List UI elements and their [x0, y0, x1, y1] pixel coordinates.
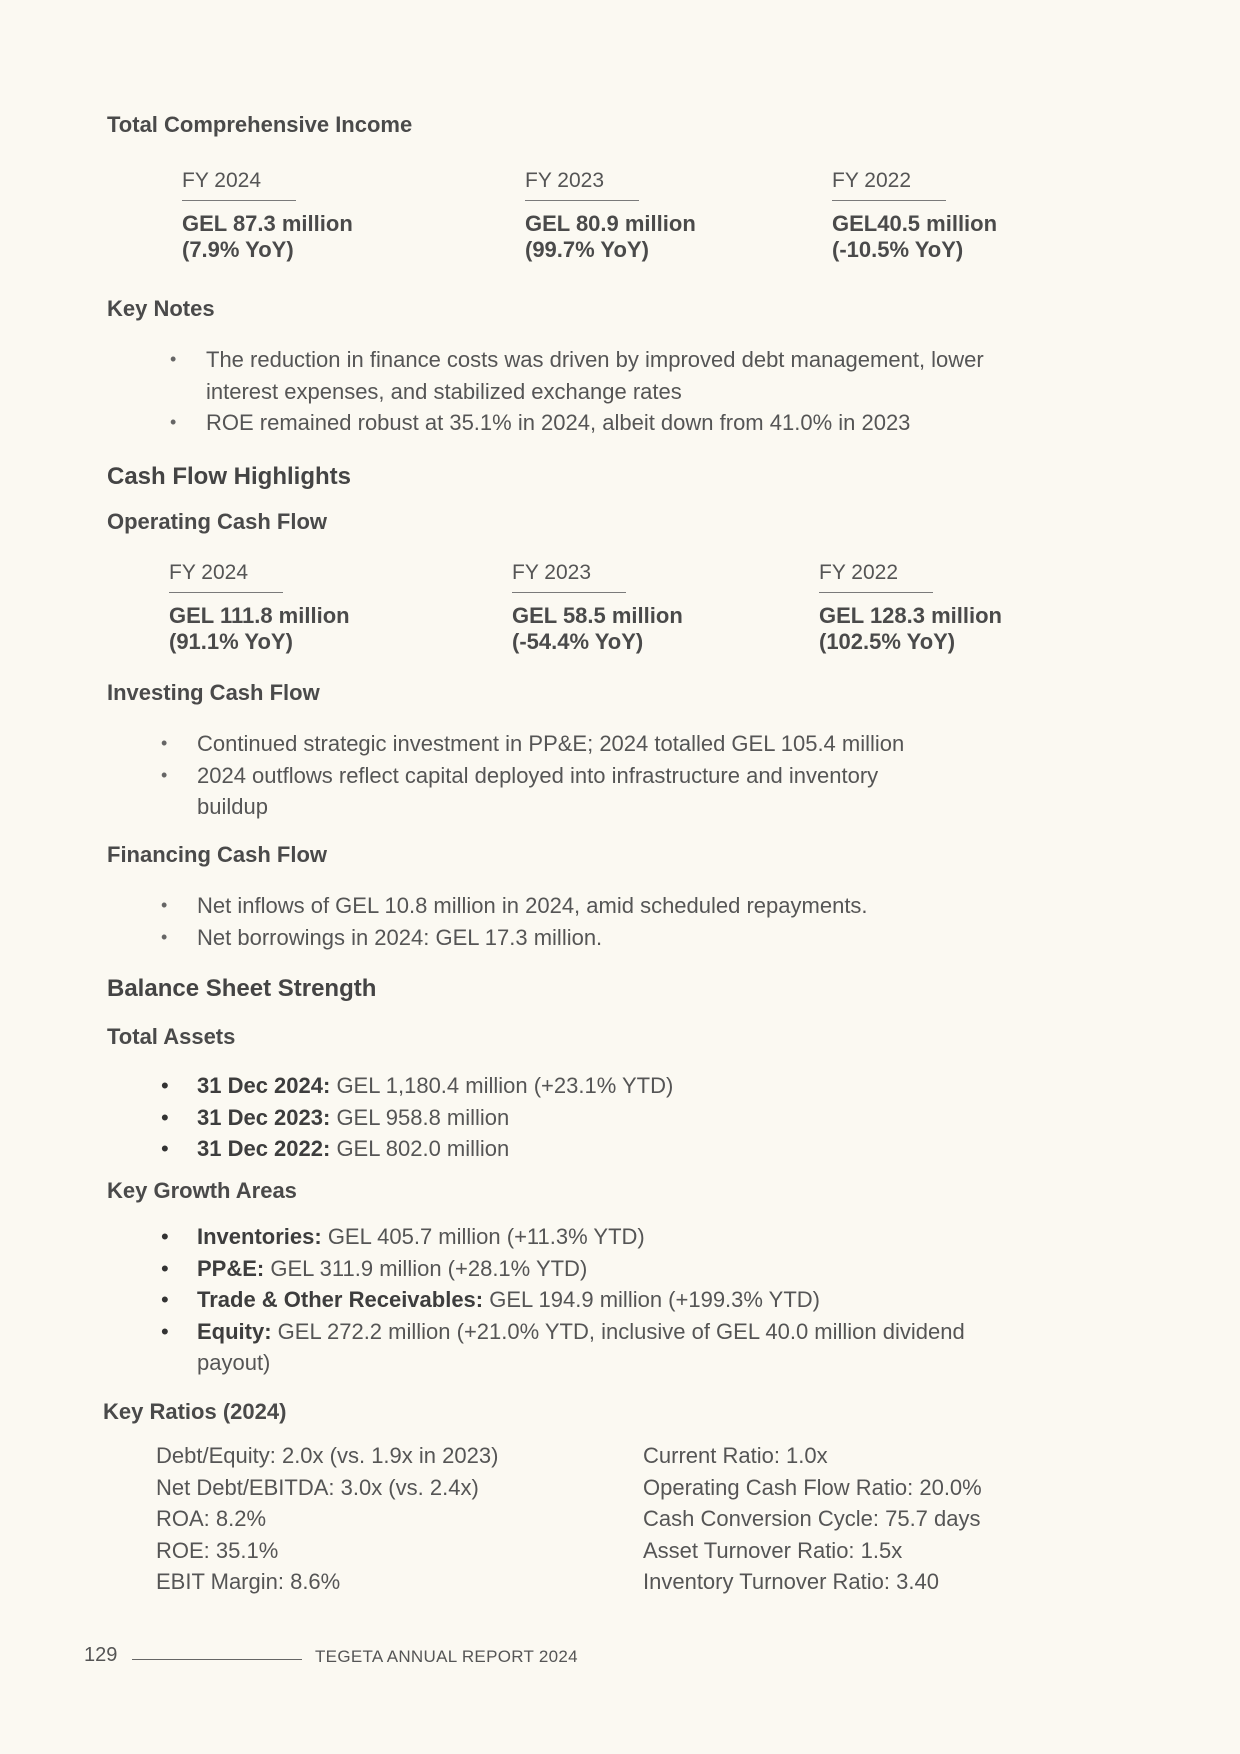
growth-areas-list: [197, 1221, 965, 1379]
ocf-year: FY 2024: [169, 561, 249, 584]
tci-year: FY 2023: [525, 169, 605, 192]
key-notes-heading: Key Notes: [107, 296, 215, 321]
investing-cash-flow-heading: Investing Cash Flow: [107, 680, 320, 705]
ocf-fy2022: [819, 558, 1002, 655]
key-growth-areas-heading: Key Growth Areas: [107, 1178, 297, 1203]
year-rule: [182, 200, 296, 201]
ocf-fy2024: [169, 558, 350, 655]
key-ratios-left: [156, 1440, 498, 1598]
ratio-item: EBIT Margin: 8.6%: [156, 1569, 341, 1594]
list-item: • 31 Dec 2022: GEL 802.0 million: [197, 1133, 673, 1165]
list-item: • Net borrowings in 2024: GEL 17.3 million.: [197, 922, 868, 954]
tci-fy2024: [182, 166, 353, 263]
financing-list: [197, 890, 868, 953]
list-item: • PP&E: GEL 311.9 million (+28.1% YTD): [197, 1253, 965, 1285]
ratio-item: Inventory Turnover Ratio: 3.40: [643, 1569, 939, 1594]
year-rule: [512, 592, 626, 593]
tci-fy2022: [832, 166, 997, 263]
list-item: • ROE remained robust at 35.1% in 2024, albeit down from 41.0% in 2023: [206, 407, 984, 439]
operating-cash-flow-heading: Operating Cash Flow: [107, 509, 328, 534]
year-rule: [525, 200, 639, 201]
tci-value: GEL40.5 million (-10.5% YoY): [832, 211, 998, 262]
list-item: • 2024 outflows reflect capital deployed into infrastructure and inventory buildup: [197, 760, 904, 823]
ratio-item: ROA: 8.2%: [156, 1506, 267, 1531]
ocf-value: GEL 128.3 million (102.5% YoY): [819, 603, 1002, 654]
ocf-year: FY 2022: [819, 561, 899, 584]
year-rule: [832, 200, 946, 201]
report-title: TEGETA ANNUAL REPORT 2024: [315, 1647, 578, 1666]
ratio-item: ROE: 35.1%: [156, 1537, 279, 1563]
ratio-item: Asset Turnover Ratio: 1.5x: [643, 1537, 903, 1563]
ocf-year: FY 2023: [512, 561, 592, 584]
investing-list: [197, 728, 904, 823]
year-rule: [169, 592, 283, 593]
year-rule: [819, 592, 933, 593]
balance-sheet-strength-heading: Balance Sheet Strength: [107, 975, 377, 1002]
list-item: • Net inflows of GEL 10.8 million in 2024, amid scheduled repayments.: [197, 890, 868, 922]
tci-value: GEL 87.3 million (7.9% YoY): [182, 211, 353, 262]
cash-flow-highlights-heading: Cash Flow Highlights: [107, 463, 351, 490]
list-item: • 31 Dec 2024: GEL 1,180.4 million (+23.1% YTD): [197, 1070, 673, 1102]
ratio-item: Cash Conversion Cycle: 75.7 days: [643, 1506, 981, 1531]
financing-cash-flow-heading: Financing Cash Flow: [107, 842, 328, 867]
ratio-item: Debt/Equity: 2.0x (vs. 1.9x in 2023): [156, 1443, 499, 1468]
ocf-value: GEL 111.8 million (91.1% YoY): [169, 603, 350, 654]
total-assets-heading: Total Assets: [107, 1024, 236, 1049]
ocf-fy2023: [512, 558, 683, 655]
tci-fy2023: [525, 166, 696, 263]
list-item: • The reduction in finance costs was driven by improved debt management, lower interest expenses, and stabilized exchange rates: [206, 344, 984, 407]
list-item: • 31 Dec 2023: GEL 958.8 million: [197, 1102, 673, 1134]
list-item: • Equity: GEL 272.2 million (+21.0% YTD, inclusive of GEL 40.0 million dividend payout): [197, 1316, 965, 1379]
key-ratios-right: [643, 1440, 982, 1598]
tci-year: FY 2024: [182, 169, 262, 192]
key-ratios-heading: Key Ratios (2024): [103, 1399, 287, 1424]
footer-divider: [132, 1659, 302, 1660]
list-item: • Inventories: GEL 405.7 million (+11.3% YTD): [197, 1221, 965, 1253]
list-item: • Continued strategic investment in PP&E; 2024 totalled GEL 105.4 million: [197, 728, 904, 760]
ocf-value: GEL 58.5 million (-54.4% YoY): [512, 603, 683, 654]
total-comprehensive-income-heading: Total Comprehensive Income: [107, 112, 413, 137]
tci-value: GEL 80.9 million (99.7% YoY): [525, 211, 696, 262]
total-assets-list: [197, 1070, 673, 1165]
tci-year: FY 2022: [832, 169, 912, 192]
page-number: 129: [84, 1644, 118, 1666]
ratio-item: Operating Cash Flow Ratio: 20.0%: [643, 1474, 982, 1500]
key-notes-list: [206, 344, 984, 439]
list-item: • Trade & Other Receivables: GEL 194.9 million (+199.3% YTD): [197, 1284, 965, 1316]
ratio-item: Net Debt/EBITDA: 3.0x (vs. 2.4x): [156, 1474, 479, 1500]
ratio-item: Current Ratio: 1.0x: [643, 1443, 828, 1468]
